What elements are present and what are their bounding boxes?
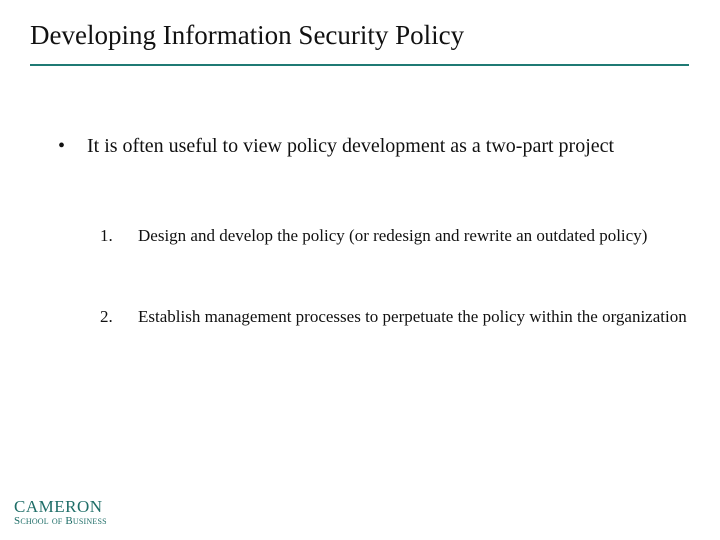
bullet-text: It is often useful to view policy development as a two-part project [87, 135, 615, 157]
item-number: 2. [100, 307, 113, 326]
cameron-logo [14, 498, 114, 530]
item-number: 1. [100, 226, 113, 245]
logo-wordmark: CAMERON [14, 497, 103, 516]
bullet-marker: • [58, 135, 66, 157]
slide-title: Developing Information Security Policy [30, 20, 465, 50]
logo-subtitle: School of Business [14, 515, 107, 527]
item-text: Design and develop the policy (or redesign and rewrite an outdated policy) [138, 226, 648, 245]
item-text: Establish management processes to perpetuate the policy within the organization [138, 307, 687, 326]
title-divider [30, 64, 689, 66]
